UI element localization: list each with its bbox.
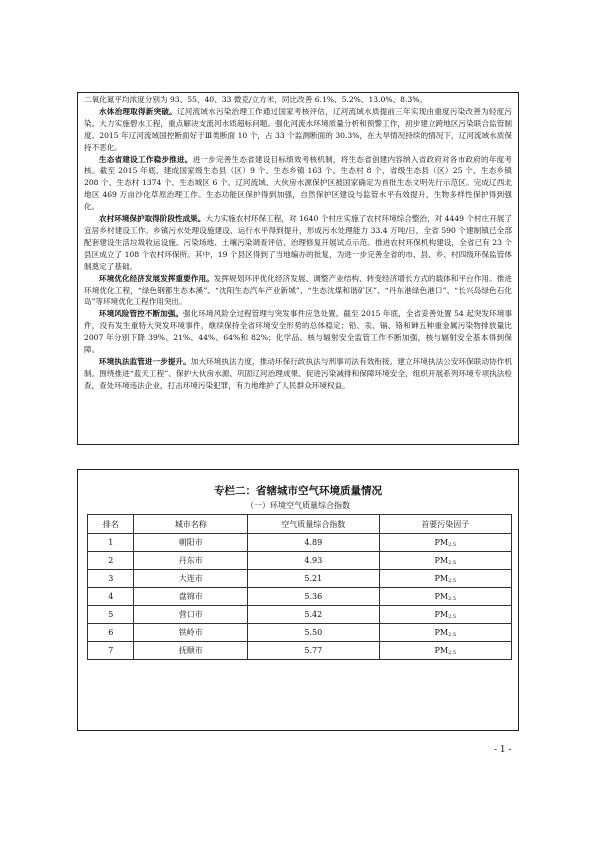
index-cell: 5.77: [248, 642, 379, 660]
city-cell: 丹东市: [134, 552, 248, 570]
header-index: 空气质量综合指数: [248, 515, 379, 534]
body-rural: 大力实施农村环保工程，对 1640 个村庄实施了农村环境综合整治，对 4449 个村庄开展了宜居乡村建设工作。乡镇污水处理设施建设、运行水平得到提升，形成污水处理能力 33.4 万吨/日，全省 590 个建制镇已全部配套建设生活垃圾收运设施。污染场地、土壤污染调查评估、治理修复开展试点示范。推进农村环保机构建设，全省已有 23 个县区成立了 108 个农村环保所。其中，19 个县区得到了当地编办的批复，为进一步完善全省的市、县、乡、村四级环保监管体制奠定了基础。: [84, 214, 513, 271]
rank-cell: 1: [88, 534, 134, 552]
rank-cell: 7: [88, 642, 134, 660]
page-number: - 1 -: [494, 745, 512, 755]
body-enforcement: 加大环境执法力度，推动环保行政执法与刑事司法有效衔接。建立环境执法公安环保联动协作机制。围绕推进“蓝天工程”、保护大伙房水源、巩固辽河治理成果、促进污染减排和保障环境安全，组织开展系列环境专项执法检查，查处环境违法企业，打击环境污染犯罪，有力地维护了人民群众环境权益。: [84, 356, 513, 390]
paragraph-rural: [84, 213, 512, 273]
table-row: [88, 588, 512, 606]
body-water: 辽河流域水污染治理工作通过国家考核评估，辽河流域水质提前三年实现由重度污染改善为轻度污染。大力实施碧水工程，重点解决支流河水质超标问题。强化河流水环境质量分析和预警工作，初步建立跨地区污染联合监管制度。2015 年辽河流域国控断面好于Ⅲ类断面 10 个，占 33 个监测断面的 30.3%，在大旱情况持续的情况下，辽河流域水质保持不恶化。: [84, 106, 513, 152]
table-row: [88, 624, 512, 642]
air-quality-box: [77, 469, 519, 731]
heading-rural: 农村环境保护取得阶段性成果。: [99, 214, 206, 224]
table-row: [88, 606, 512, 624]
index-cell: 5.36: [248, 588, 379, 606]
rank-cell: 4: [88, 588, 134, 606]
body-risk: 强化环境风险全过程管理与突发事件应急处置。截至 2015 年底，全省妥善处置 54 起突发环境事件，没有发生重特大突发环境事件，继续保持全省环境安全形势的总体稳定；铅、汞、镉、铬和砷五种重金属污染物排放量比 2007 年分别下降 39%、21%、44%、64%和 82%；化学品、核与辐射安全监管工作不断加强，核与辐射安全基本得到保障。: [84, 309, 513, 355]
paragraph-economy: [84, 273, 512, 309]
header-pollutant: 首要污染因子: [379, 515, 512, 534]
pollutant-cell: $PM_{2.5}$: [379, 588, 512, 606]
city-cell: 大连市: [134, 570, 248, 588]
paragraph-no2: 二氧化氮平均浓度分别为 93、55、40、33 微克/立方米，同比改善 6.1%、5.2%、13.0%、8.3%。: [84, 95, 428, 104]
heading-economy: 环境优化经济发展发挥重要作用。: [99, 273, 214, 283]
paragraph-eco: [84, 154, 512, 214]
city-cell: 朝阳市: [134, 534, 248, 552]
header-rank: 排名: [88, 515, 134, 534]
index-cell: 4.93: [248, 552, 379, 570]
paragraph-water: [84, 106, 512, 154]
pollutant-cell: $PM_{2.5}$: [379, 552, 512, 570]
pollutant-cell: $PM_{2.5}$: [379, 624, 512, 642]
pollutant-cell: $PM_{2.5}$: [379, 570, 512, 588]
table-row: [88, 642, 512, 660]
pollutant-cell: $PM_{2.5}$: [379, 534, 512, 552]
table-row: [88, 570, 512, 588]
city-cell: 抚顺市: [134, 642, 248, 660]
city-cell: 营口市: [134, 606, 248, 624]
air-quality-table: [87, 514, 512, 660]
table-row: [88, 552, 512, 570]
body-economy: 发挥规划环评优化经济发展、调整产业结构、转变经济增长方式的载体和平台作用。推进环境优化工程，“绿色钢都生态本溪”、“沈阳生态汽车产业新城”、“生态沈煤和谐矿区”、“丹东港绿色港口”、“长兴岛绿色石化岛”等环境优化工程作用突出。: [84, 273, 513, 307]
pollutant-cell: $PM_{2.5}$: [379, 606, 512, 624]
report-text-box: [77, 92, 519, 445]
pollutant-cell: $PM_{2.5}$: [379, 642, 512, 660]
index-cell: 5.42: [248, 606, 379, 624]
paragraph-risk: [84, 308, 512, 356]
body-eco: 进一步完善生态省建设目标绩效考核机制，将生态省创建内容纳入省政府对各市政府的年度考核。截至 2015 年底，建成国家级生态县（区）9 个、生态乡镇 163 个、生态村 8 个，省级生态县（区）25 个、生态乡镇 208 个、生态村 1374 个、生态城区 6 个。辽河流域、大伙房水源保护区被国家确定为首批生态文明先行示范区。完成辽西北地区 469 万亩沙化草原治理工作。生态功能区保护得到加强，自然保护区建设与监管水平有效提升，生物多样性保护得到强化。: [84, 154, 513, 212]
heading-water: 水体治理取得新突破。: [99, 106, 177, 116]
rank-cell: 3: [88, 570, 134, 588]
city-cell: 铁岭市: [134, 624, 248, 642]
heading-risk: 环境风险管控不断加强。: [99, 309, 184, 319]
index-cell: 5.21: [248, 570, 379, 588]
table-header-row: [88, 515, 512, 534]
heading-enforcement: 环境执法监管进一步提升。: [99, 356, 191, 366]
index-cell: 4.89: [248, 534, 379, 552]
header-city: 城市名称: [134, 515, 248, 534]
heading-eco: 生态省建设工作稳步推进。: [99, 154, 193, 164]
rank-cell: 5: [88, 606, 134, 624]
index-cell: 5.50: [248, 624, 379, 642]
rank-cell: 2: [88, 552, 134, 570]
rank-cell: 6: [88, 624, 134, 642]
box-subtitle: （一）环境空气质量综合指数: [246, 501, 350, 510]
paragraph-enforcement: [84, 356, 512, 392]
table-row: [88, 534, 512, 552]
city-cell: 盘锦市: [134, 588, 248, 606]
box-title: 专栏二：省辖城市空气环境质量情况: [214, 485, 382, 497]
